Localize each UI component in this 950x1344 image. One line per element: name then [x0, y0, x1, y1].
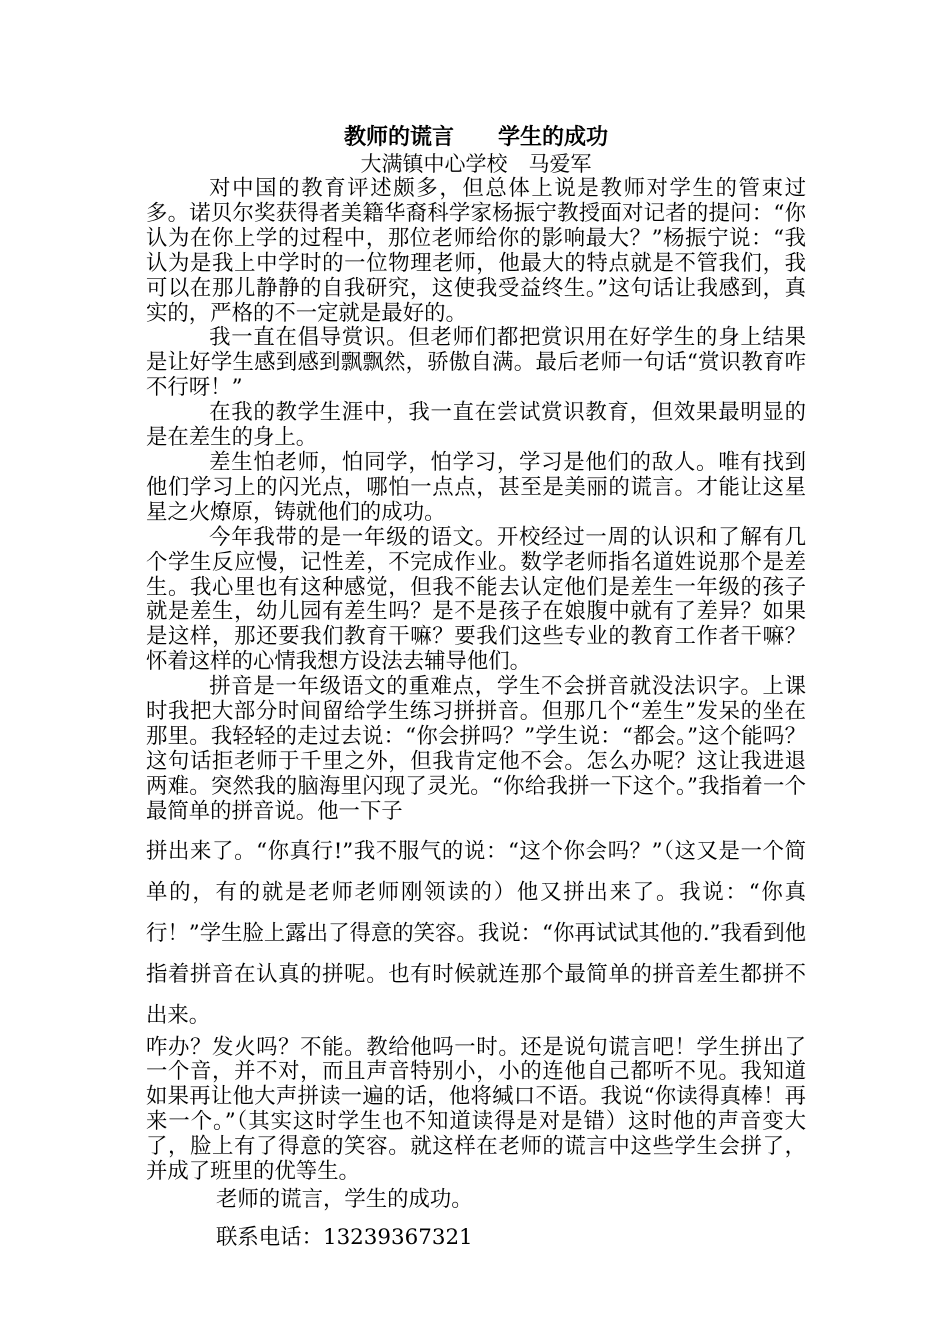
document-author-line: 大满镇中心学校 马爱军 — [360, 152, 592, 176]
paragraph-2: 我一直在倡导赏识。但老师们都把赏识用在好学生的身上结果是让好学生感到感到飘飘然，骄傲自满。最后老师一句话“赏识教育咋不行呀！” — [146, 325, 806, 401]
paragraph-6: 拼音是一年级语文的重难点，学生不会拼音就没法识字。上课时我把大部分时间留给学生练习拼拼音。但那几个“差生”发呆的坐在那里。我轻轻的走过去说：“你会拼吗？”学生说：“都会。”这个能吗？这句话拒老师于千里之外，但我肯定他不会。怎么办呢？这让我进退两难。突然我的脑海里闪现了灵光。“你给我拼一下这个。”我指着一个最简单的拼音说。他一下子 — [146, 674, 806, 824]
document-content — [146, 122, 806, 1251]
contact-phone: 联系电话：13239367321 — [216, 1225, 473, 1250]
document-body — [146, 177, 806, 1185]
paragraph-6-end: 咋办？发火吗？不能。教给他吗一时。还是说句谎言吧！学生拼出了一个音，并不对，而且声音特别小，小的连他自己都听不见。我知道如果再让他大声拼读一遍的话，他将缄口不语。我说“你读得真棒！再来一个。”（其实这时学生也不知道读得是对是错）这时他的声音变大了，脸上有了得意的笑容。就这样在老师的谎言中这些学生会拼了，并成了班里的优等生。 — [146, 1034, 806, 1185]
paragraph-1: 对中国的教育评述颇多，但总体上说是教师对学生的管束过多。诺贝尔奖获得者美籍华裔科学家杨振宁教授面对记者的提问：“你认为在你上学的过程中，那位老师给你的影响最大？”杨振宁说：“我认为是我上中学时的一位物理老师，他最大的特点就是不管我们，我可以在那儿静静的自我研究，这使我受益终生。”这句话让我感到，真实的，严格的不一定就是最好的。 — [146, 176, 806, 326]
document-title: 教师的谎言 学生的成功 — [343, 124, 608, 150]
paragraph-3: 在我的教学生涯中，我一直在尝试赏识教育，但效果最明显的是在差生的身上。 — [146, 400, 806, 451]
paragraph-4: 差生怕老师，怕同学，怕学习，学习是他们的敌人。唯有找到他们学习上的闪光点，哪怕一点点，甚至是美丽的谎言。才能让这星星之火燎原，铸就他们的成功。 — [146, 449, 806, 525]
paragraph-5: 今年我带的是一年级的语文。开校经过一周的认识和了解有几个学生反应慢，记性差，不完成作业。数学老师指名道姓说那个是差生。我心里也有这种感觉，但我不能去认定他们是差生一年级的孩子就是差生，幼儿园有差生吗？是不是孩子在娘腹中就有了差异？如果是这样，那还要我们教育干嘛？要我们这些专业的教育工作者干嘛？怀着这样的心情我想方设法去辅导他们。 — [146, 524, 806, 675]
paragraph-6-continued: 拼出来了。“你真行!”我不服气的说：“这个你会吗？”（这又是一个简单的，有的就是老师老师刚领读的）他又拼出来了。我说：“你真行！”学生脸上露出了得意的笑容。我说：“你再试试其他的.”我看到他指着拼音在认真的拼呢。也有时候就连那个最简单的拼音差生都拼不出来。 — [146, 838, 806, 1028]
closing-tagline: 老师的谎言，学生的成功。 — [216, 1187, 473, 1212]
